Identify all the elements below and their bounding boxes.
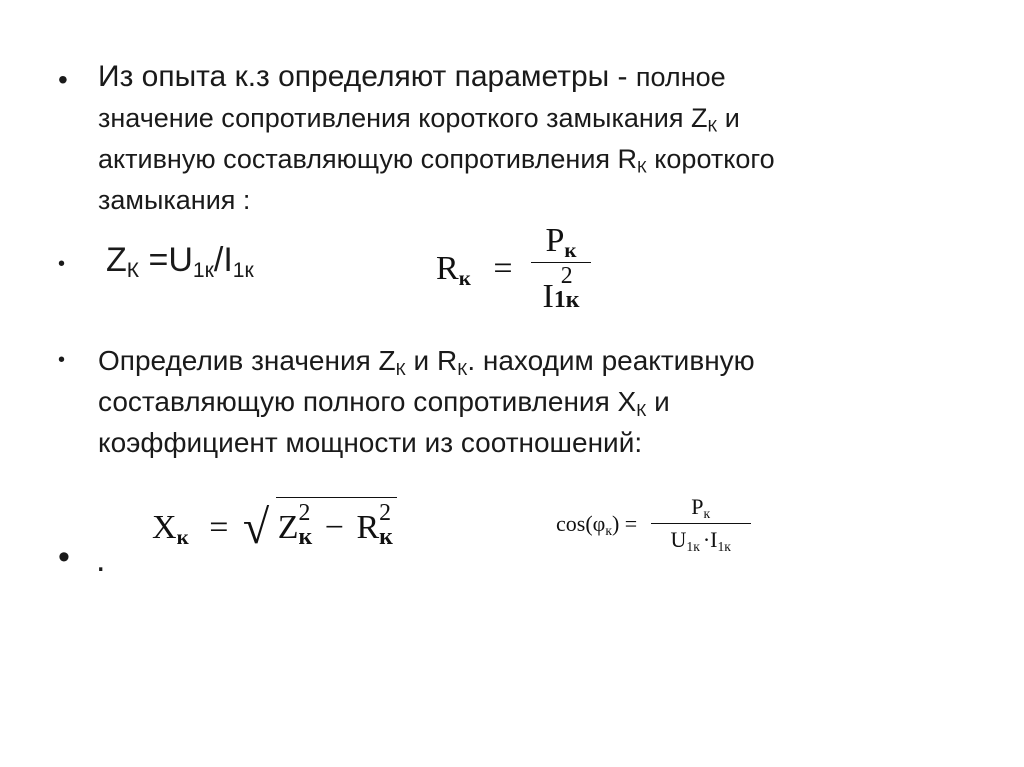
f3-x: X <box>152 508 177 546</box>
paragraph-3 <box>98 340 998 463</box>
f3-rk: к <box>379 524 393 550</box>
f1-sub2: 1к <box>232 258 254 282</box>
p3-l1a: Определив значения Z <box>98 345 396 376</box>
f3-r: R <box>356 509 380 546</box>
formula-cos <box>556 494 751 553</box>
f3-zk: к <box>298 524 313 550</box>
f4-cos: cos(φ <box>556 510 606 536</box>
f4-k: к <box>605 522 612 538</box>
f3-exp2: 2 <box>379 500 392 527</box>
p3-sub2: К <box>457 358 468 379</box>
f4-close: ) = <box>611 510 638 536</box>
f2-k: к <box>458 265 471 290</box>
p3-l2b: и <box>646 386 670 417</box>
sqrt-sign: √ <box>242 501 270 554</box>
bullet-1: • <box>58 64 68 95</box>
f2-p: P <box>545 222 565 259</box>
f1-z: Z <box>106 241 127 279</box>
f2-fraction <box>531 222 591 316</box>
f2-exp: 2 <box>560 263 573 289</box>
paragraph-1 <box>98 56 998 221</box>
p1-line3: активную составляющую сопротивления R <box>98 144 638 174</box>
f1-slash: /I <box>213 241 233 279</box>
f3-k: к <box>176 524 189 549</box>
p3-l2a: составляющую полного сопротивления X <box>98 386 637 417</box>
p3-l1b: и R <box>405 345 458 376</box>
f4-u: U <box>670 527 687 552</box>
f3-z: Z <box>277 509 299 546</box>
f4-usub: 1к <box>686 538 700 554</box>
p1-lead: Из опыта к.з определяют параметры - <box>98 60 636 93</box>
p1-line3-end: короткого <box>646 144 775 174</box>
p3-sub1: К <box>395 358 406 379</box>
p3-l1c: . находим реактивную <box>467 345 755 376</box>
f3-exp1: 2 <box>298 500 311 527</box>
p1-line2: значение сопротивления короткого замыкания Z <box>98 103 708 133</box>
p1-sub-k2: К <box>637 157 647 177</box>
f1-k: К <box>126 258 140 282</box>
p1-line2-end: и <box>717 103 740 133</box>
f4-isub: 1к <box>717 538 731 554</box>
f4-fraction <box>651 494 751 553</box>
bullet-3: • <box>58 349 66 371</box>
p1-line4: замыкания : <box>98 185 251 215</box>
p3-sub3: К <box>636 399 647 420</box>
f1-sub1: 1к <box>192 258 214 282</box>
formula-xk <box>152 500 397 555</box>
formula-rk <box>436 222 591 316</box>
f2-pk: к <box>564 237 577 262</box>
f2-eq: = <box>493 249 513 287</box>
f2-sub: 1к <box>553 286 580 313</box>
f2-i: I <box>542 277 554 315</box>
f4-i: ·I <box>702 527 718 552</box>
trailing-dot: . <box>96 541 106 579</box>
p1-sub-k: К <box>707 116 718 136</box>
f3-minus: − <box>324 509 344 546</box>
p3-l3: коэффициент мощности из соотношений: <box>98 427 643 458</box>
bullet-2: • <box>58 253 66 275</box>
f2-r: R <box>436 249 459 287</box>
f4-pk: к <box>703 505 711 521</box>
sqrt-body <box>276 497 397 550</box>
bullet-4: • <box>58 538 70 576</box>
f1-eq: =U <box>139 241 193 279</box>
p1-rest: полное <box>635 62 726 92</box>
f3-eq: = <box>209 508 229 546</box>
f4-p: P <box>691 494 704 519</box>
